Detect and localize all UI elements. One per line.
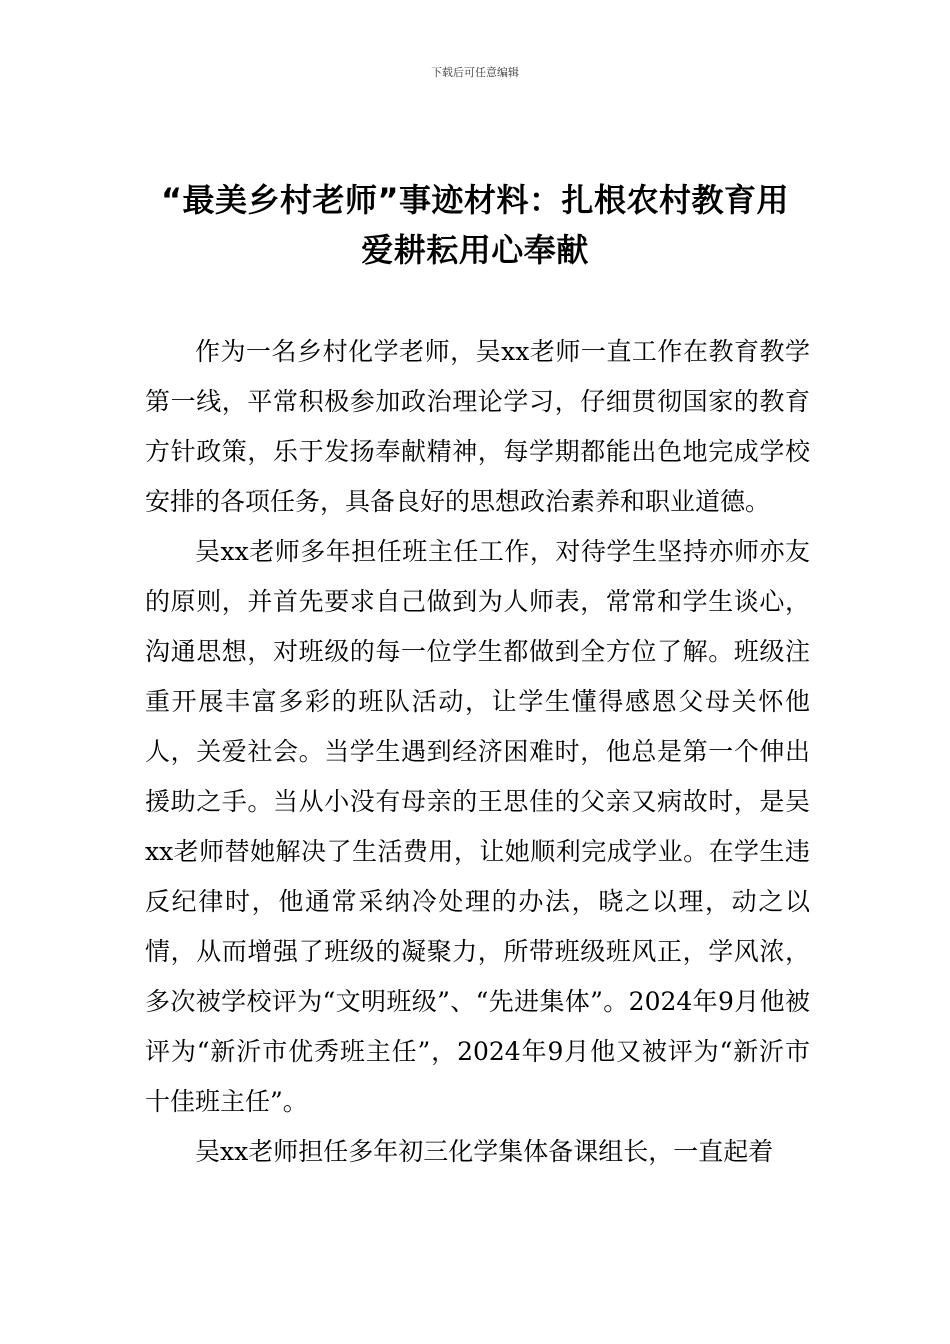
page-header: 下载后可任意编辑 (431, 66, 519, 79)
document-title: “最美乡村老师”事迹材料：扎根农村教育用爱耕耘用心奉献 (160, 181, 790, 269)
body-paragraph: 作为一名乡村化学老师，吴xx老师一直工作在教育教学第一线，平常积极参加政治理论学习，仔细贯彻国家的教育方针政策，乐于发扬奉献精神，每学期都能出色地完成学校安排的各项任务，具备良好的思想政治素养和职业道德。 (145, 337, 810, 516)
document-body (145, 327, 810, 1177)
body-paragraph: 吴xx老师担任多年初三化学集体备课组长，一直起着 (195, 1137, 774, 1166)
body-paragraph: 吴xx老师多年担任班主任工作，对待学生坚持亦师亦友的原则，并首先要求自己做到为人师表，常常和学生谈心，沟通思想，对班级的每一位学生都做到全方位了解。班级注重开展丰富多彩的班队活动，让学生懂得感恩父母关怀他人，关爱社会。当学生遇到经济困难时，他总是第一个伸出援助之手。当从小没有母亲的王思佳的父亲又病故时，是吴xx老师替她解决了生活费用，让她顺利完成学业。在学生违反纪律时，他通常采纳冷处理的办法，晓之以理，动之以情，从而增强了班级的凝聚力，所带班级班风正，学风浓，多次被学校评为“文明班级”、“先进集体”。2024年9月他被评为“新沂市优秀班主任”，2024年9月他又被评为“新沂市十佳班主任”。 (145, 537, 810, 1116)
